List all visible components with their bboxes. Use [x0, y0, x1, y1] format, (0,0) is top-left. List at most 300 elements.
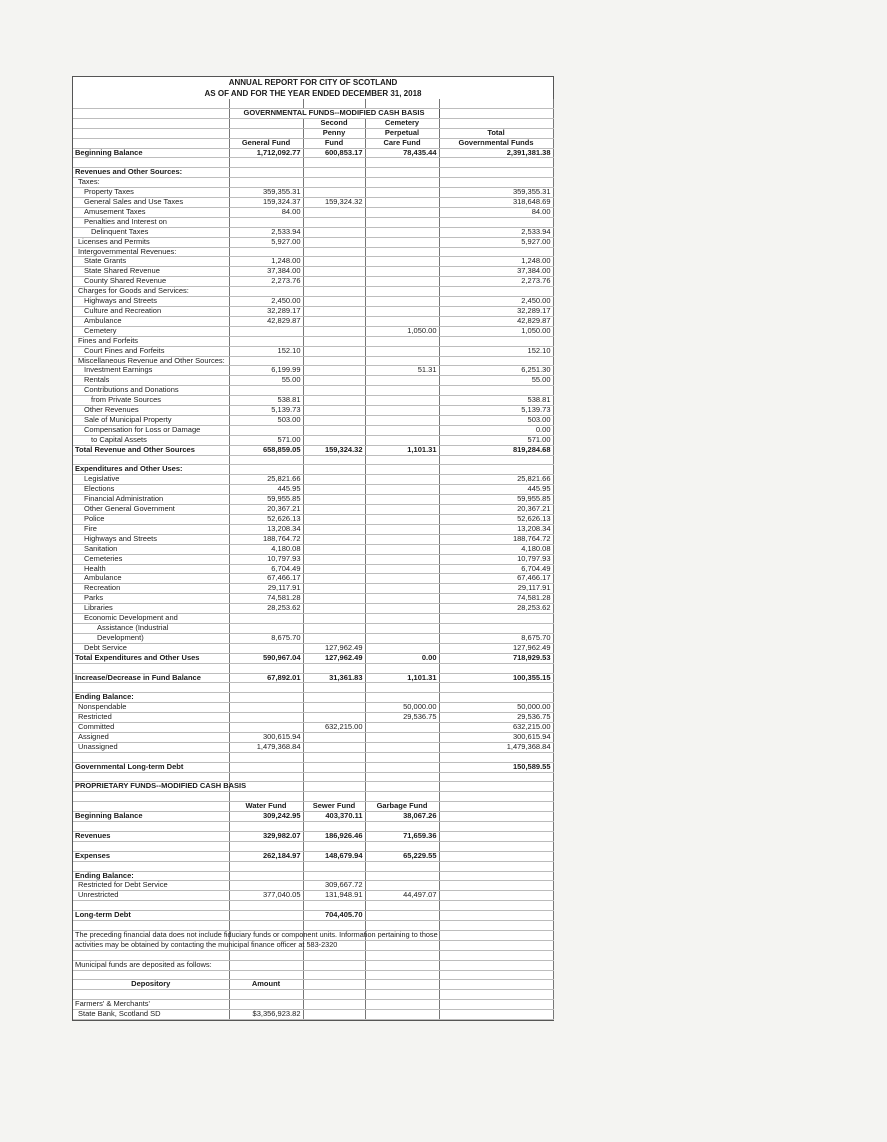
value-cell [303, 782, 365, 792]
row-label [73, 970, 229, 980]
value-cell: 152.10 [439, 346, 553, 356]
value-cell [365, 762, 439, 772]
value-cell [365, 297, 439, 307]
value-cell [365, 901, 439, 911]
row-label [73, 99, 229, 108]
row-label: Charges for Goods and Services: [73, 287, 229, 297]
report-row [73, 901, 553, 911]
row-label: Assigned [73, 732, 229, 742]
row-label: Sanitation [73, 544, 229, 554]
value-cell: 300,615.94 [229, 732, 303, 742]
value-cell [229, 901, 303, 911]
value-cell [439, 990, 553, 1000]
value-cell [439, 465, 553, 475]
value-cell [229, 950, 303, 960]
row-label: Other Revenues [73, 406, 229, 416]
report-row [73, 307, 553, 317]
row-label [73, 901, 229, 911]
row-label: Police [73, 515, 229, 525]
value-cell [439, 287, 553, 297]
report-row [73, 643, 553, 653]
report-row [73, 861, 553, 871]
value-cell [439, 614, 553, 624]
value-cell: 1,248.00 [439, 257, 553, 267]
report-row [73, 703, 553, 713]
value-cell: 32,289.17 [439, 307, 553, 317]
value-cell [365, 940, 439, 950]
value-cell [365, 792, 439, 802]
value-cell [303, 326, 365, 336]
value-cell: 150,589.55 [439, 762, 553, 772]
row-label: Revenues and Other Sources: [73, 168, 229, 178]
report-row [73, 673, 553, 683]
value-cell: 67,466.17 [229, 574, 303, 584]
value-cell: 65,229.55 [365, 851, 439, 861]
row-label: Expenses [73, 851, 229, 861]
value-cell [303, 425, 365, 435]
value-cell: 74,581.28 [439, 594, 553, 604]
value-cell [365, 237, 439, 247]
value-cell [229, 158, 303, 168]
value-cell: 704,405.70 [303, 911, 365, 921]
report-row [73, 881, 553, 891]
report-row [73, 930, 553, 940]
value-cell [303, 455, 365, 465]
value-cell [365, 386, 439, 396]
value-cell [303, 346, 365, 356]
report-row [73, 198, 553, 208]
report-row [73, 406, 553, 416]
value-cell [303, 663, 365, 673]
value-cell: 29,536.75 [365, 713, 439, 723]
report-row [73, 534, 553, 544]
value-cell [303, 693, 365, 703]
value-cell [365, 633, 439, 643]
value-cell: 819,284.68 [439, 445, 553, 455]
value-cell [439, 1010, 553, 1020]
value-cell [229, 336, 303, 346]
value-cell [439, 901, 553, 911]
value-cell [365, 406, 439, 416]
value-cell: 2,450.00 [439, 297, 553, 307]
value-cell [303, 564, 365, 574]
value-cell: 6,704.49 [439, 564, 553, 574]
value-cell [303, 237, 365, 247]
value-cell [303, 970, 365, 980]
value-cell [365, 544, 439, 554]
report-row [73, 465, 553, 475]
row-label: Parks [73, 594, 229, 604]
row-label: Assistance (Industrial [73, 623, 229, 633]
value-cell [365, 742, 439, 752]
value-cell [229, 861, 303, 871]
report-row [73, 118, 553, 128]
report-row [73, 445, 553, 455]
row-label: Total Expenditures and Other Uses [73, 653, 229, 663]
value-cell [303, 386, 365, 396]
value-cell: 718,929.53 [439, 653, 553, 663]
row-label: State Shared Revenue [73, 267, 229, 277]
value-cell: 2,391,381.38 [439, 148, 553, 158]
row-label [73, 138, 229, 148]
value-cell [365, 723, 439, 733]
value-cell: 1,479,368.84 [229, 742, 303, 752]
value-cell: 318,648.69 [439, 198, 553, 208]
report-row [73, 584, 553, 594]
value-cell [365, 861, 439, 871]
value-cell [229, 683, 303, 693]
row-label: Elections [73, 485, 229, 495]
value-cell: 538.81 [229, 396, 303, 406]
value-cell [303, 247, 365, 257]
value-cell: Garbage Fund [365, 802, 439, 812]
value-cell: 0.00 [439, 425, 553, 435]
report-row [73, 178, 553, 188]
row-label [73, 921, 229, 931]
row-label [73, 128, 229, 138]
value-cell: 1,101.31 [365, 445, 439, 455]
report-row [73, 435, 553, 445]
report-row [73, 297, 553, 307]
report-row [73, 148, 553, 158]
value-cell [229, 128, 303, 138]
value-cell [303, 544, 365, 554]
value-cell: 71,659.36 [365, 831, 439, 841]
value-cell: 10,797.93 [439, 554, 553, 564]
row-label: Miscellaneous Revenue and Other Sources: [73, 356, 229, 366]
value-cell [365, 247, 439, 257]
value-cell: Cemetery [365, 118, 439, 128]
value-cell [365, 663, 439, 673]
value-cell: Second [303, 118, 365, 128]
value-cell [303, 376, 365, 386]
value-cell [229, 465, 303, 475]
value-cell [365, 980, 439, 990]
value-cell [365, 822, 439, 832]
value-cell [229, 881, 303, 891]
value-cell: 50,000.00 [439, 703, 553, 713]
value-cell [229, 287, 303, 297]
value-cell: Care Fund [365, 138, 439, 148]
value-cell [365, 425, 439, 435]
value-cell: 29,536.75 [439, 713, 553, 723]
value-cell [303, 990, 365, 1000]
report-row [73, 752, 553, 762]
value-cell [229, 663, 303, 673]
value-cell [439, 178, 553, 188]
value-cell [365, 198, 439, 208]
report-row [73, 257, 553, 267]
value-cell [365, 207, 439, 217]
value-cell [439, 831, 553, 841]
value-cell [303, 356, 365, 366]
value-cell [365, 356, 439, 366]
value-cell [303, 901, 365, 911]
report-row [73, 564, 553, 574]
row-label [73, 802, 229, 812]
value-cell [229, 178, 303, 188]
report-row [73, 475, 553, 485]
value-cell [303, 307, 365, 317]
value-cell [229, 326, 303, 336]
value-cell [229, 723, 303, 733]
value-cell [303, 980, 365, 990]
row-label: Cemeteries [73, 554, 229, 564]
value-cell: 38,067.26 [365, 812, 439, 822]
value-cell [439, 782, 553, 792]
value-cell [365, 960, 439, 970]
value-cell [303, 772, 365, 782]
value-cell [365, 158, 439, 168]
value-cell [303, 336, 365, 346]
value-cell: 29,117.91 [439, 584, 553, 594]
row-label: Expenditures and Other Uses: [73, 465, 229, 475]
value-cell: 37,384.00 [439, 267, 553, 277]
report-row [73, 960, 553, 970]
row-label: Ambulance [73, 316, 229, 326]
value-cell: 84.00 [439, 207, 553, 217]
row-label: Fire [73, 524, 229, 534]
value-cell [303, 822, 365, 832]
value-cell [229, 356, 303, 366]
report-row [73, 396, 553, 406]
value-cell [365, 614, 439, 624]
value-cell [365, 257, 439, 267]
value-cell: 188,764.72 [229, 534, 303, 544]
value-cell: Sewer Fund [303, 802, 365, 812]
value-cell [229, 822, 303, 832]
value-cell: 59,955.85 [439, 495, 553, 505]
report-row [73, 267, 553, 277]
value-cell [303, 515, 365, 525]
value-cell [365, 554, 439, 564]
value-cell [303, 683, 365, 693]
value-cell [439, 841, 553, 851]
row-label: to Capital Assets [73, 435, 229, 445]
value-cell [439, 336, 553, 346]
value-cell [229, 921, 303, 931]
value-cell [303, 158, 365, 168]
report-row [73, 227, 553, 237]
row-label [73, 663, 229, 673]
value-cell [303, 950, 365, 960]
value-cell [303, 227, 365, 237]
value-cell [303, 524, 365, 534]
value-cell: 74,581.28 [229, 594, 303, 604]
row-label: State Bank, Scotland SD [73, 1010, 229, 1020]
row-label: Contributions and Donations [73, 386, 229, 396]
value-cell: 1,479,368.84 [439, 742, 553, 752]
value-cell: 590,967.04 [229, 653, 303, 663]
report-row [73, 415, 553, 425]
value-cell [439, 861, 553, 871]
value-cell: 52,626.13 [439, 515, 553, 525]
value-cell: 571.00 [229, 435, 303, 445]
value-cell [365, 1000, 439, 1010]
value-cell: 1,050.00 [439, 326, 553, 336]
row-label: Rentals [73, 376, 229, 386]
value-cell [439, 940, 553, 950]
report-row [73, 683, 553, 693]
value-cell: 571.00 [439, 435, 553, 445]
value-cell: 52,626.13 [229, 515, 303, 525]
row-label: Highways and Streets [73, 297, 229, 307]
value-cell [439, 118, 553, 128]
value-cell [229, 970, 303, 980]
row-label: Legislative [73, 475, 229, 485]
value-cell: 1,248.00 [229, 257, 303, 267]
value-cell: 2,273.76 [439, 277, 553, 287]
value-cell [365, 495, 439, 505]
value-cell: 51.31 [365, 366, 439, 376]
row-label: Economic Development and [73, 614, 229, 624]
value-cell: 42,829.87 [439, 316, 553, 326]
value-cell [303, 742, 365, 752]
value-cell [303, 505, 365, 515]
row-label: Recreation [73, 584, 229, 594]
row-label [73, 683, 229, 693]
row-label: Sale of Municipal Property [73, 415, 229, 425]
value-cell [365, 307, 439, 317]
value-cell: 445.95 [229, 485, 303, 495]
value-cell [365, 524, 439, 534]
row-label: Health [73, 564, 229, 574]
value-cell: 186,926.46 [303, 831, 365, 841]
value-cell [303, 861, 365, 871]
report-row [73, 99, 553, 108]
value-cell: 25,821.66 [439, 475, 553, 485]
value-cell: 2,450.00 [229, 297, 303, 307]
row-label: The preceding financial data does not include fiduciary funds or component units. Information pertaining to those [75, 929, 438, 939]
report-row [73, 544, 553, 554]
value-cell: 13,208.34 [439, 524, 553, 534]
value-cell: 6,251.30 [439, 366, 553, 376]
value-cell [365, 376, 439, 386]
row-label [73, 861, 229, 871]
value-cell: 300,615.94 [439, 732, 553, 742]
value-cell: 4,180.08 [229, 544, 303, 554]
value-cell [303, 713, 365, 723]
value-cell: 503.00 [229, 415, 303, 425]
row-label: Ambulance [73, 574, 229, 584]
value-cell [365, 584, 439, 594]
value-cell: 37,384.00 [229, 267, 303, 277]
row-label: Libraries [73, 604, 229, 614]
value-cell [365, 643, 439, 653]
report-subtitle: AS OF AND FOR THE YEAR ENDED DECEMBER 31, 2018 [204, 89, 422, 98]
report-row [73, 990, 553, 1000]
value-cell [365, 693, 439, 703]
value-cell: 159,324.32 [303, 445, 365, 455]
report-row [73, 168, 553, 178]
report-row [73, 108, 553, 118]
row-label: Restricted for Debt Service [73, 881, 229, 891]
value-cell [365, 485, 439, 495]
value-cell: 2,533.94 [439, 227, 553, 237]
value-cell [229, 217, 303, 227]
report-row [73, 237, 553, 247]
row-label: Amusement Taxes [73, 207, 229, 217]
report-row [73, 911, 553, 921]
value-cell [303, 396, 365, 406]
value-cell [303, 703, 365, 713]
value-cell [365, 921, 439, 931]
row-label: Property Taxes [73, 188, 229, 198]
row-label: Development) [73, 633, 229, 643]
value-cell: 100,355.15 [439, 673, 553, 683]
value-cell: 632,215.00 [439, 723, 553, 733]
value-cell [439, 247, 553, 257]
value-cell [365, 99, 439, 108]
value-cell [303, 584, 365, 594]
row-label: Financial Administration [73, 495, 229, 505]
report-row [73, 970, 553, 980]
row-label [73, 841, 229, 851]
value-cell: 503.00 [439, 415, 553, 425]
value-cell [439, 217, 553, 227]
value-cell [365, 623, 439, 633]
report-row [73, 614, 553, 624]
value-cell [365, 841, 439, 851]
value-cell [439, 168, 553, 178]
value-cell: 50,000.00 [365, 703, 439, 713]
value-cell [365, 336, 439, 346]
value-cell [365, 455, 439, 465]
value-cell [303, 207, 365, 217]
report-row [73, 207, 553, 217]
value-cell [365, 732, 439, 742]
value-cell [303, 366, 365, 376]
value-cell [303, 316, 365, 326]
value-cell [229, 425, 303, 435]
value-cell [303, 921, 365, 931]
value-cell [439, 1000, 553, 1010]
value-cell: 28,253.62 [229, 604, 303, 614]
value-cell [439, 386, 553, 396]
row-label: Beginning Balance [73, 812, 229, 822]
row-label: Governmental Long-term Debt [73, 762, 229, 772]
value-cell [365, 782, 439, 792]
value-cell [365, 950, 439, 960]
value-cell [303, 267, 365, 277]
value-cell: 4,180.08 [439, 544, 553, 554]
report-row [73, 515, 553, 525]
value-cell: 658,859.05 [229, 445, 303, 455]
row-label: from Private Sources [73, 396, 229, 406]
value-cell [439, 158, 553, 168]
report-row [73, 574, 553, 584]
report-row [73, 742, 553, 752]
row-label: Committed [73, 723, 229, 733]
row-label [73, 108, 229, 118]
value-cell [365, 227, 439, 237]
report-row [73, 366, 553, 376]
value-cell [229, 247, 303, 257]
report-row [73, 247, 553, 257]
value-cell [229, 168, 303, 178]
report-row [73, 346, 553, 356]
report-row [73, 812, 553, 822]
report-row [73, 376, 553, 386]
value-cell: 5,139.73 [229, 406, 303, 416]
value-cell [303, 485, 365, 495]
annual-report-sheet [72, 76, 554, 1021]
report-row [73, 594, 553, 604]
value-cell [229, 643, 303, 653]
row-label: activities may be obtained by contacting the municipal finance officer at 583-2320 [75, 939, 338, 949]
report-row [73, 336, 553, 346]
value-cell [439, 851, 553, 861]
